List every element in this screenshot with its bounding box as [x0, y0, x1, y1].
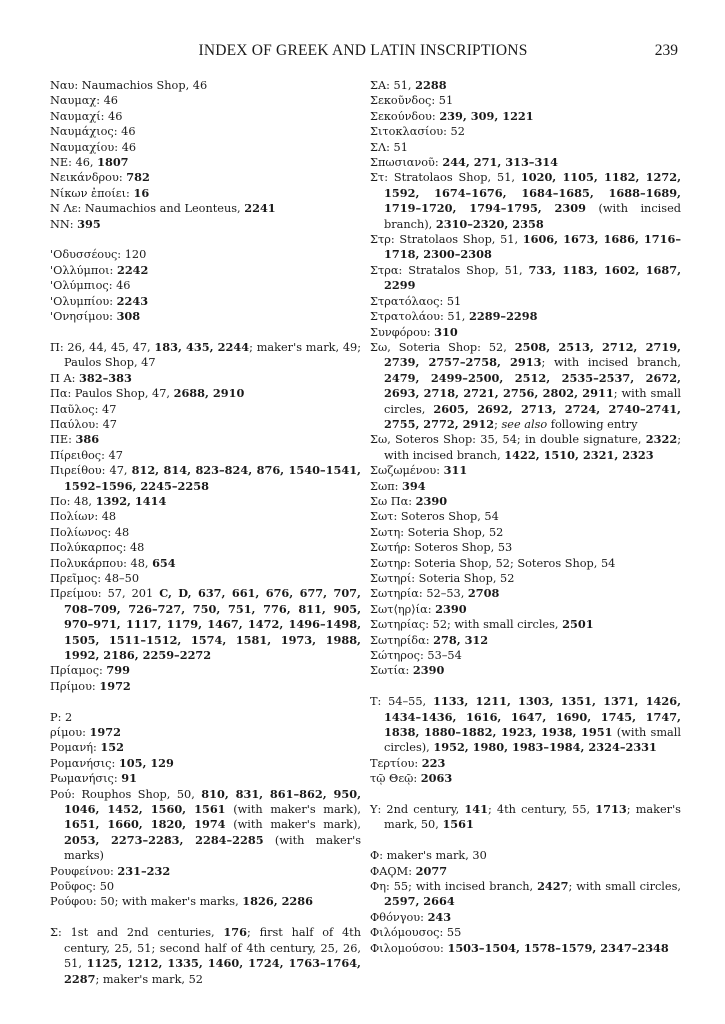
entry-text: Υ: 2nd century, — [370, 803, 465, 817]
entry-text: Φιλομούσου: — [370, 941, 448, 955]
index-entry — [50, 432, 361, 447]
entry-text: Σωτηρ: Soteria Shop, 52; Soteros Shop, 54 — [370, 556, 616, 570]
index-entry — [50, 217, 361, 232]
bold-reference: 2479, 2499–2500, 2512, 2535–2537, 2672, 2693, 2718, 2721, 2756, 2802, 2911 — [384, 370, 681, 401]
index-entry — [50, 756, 361, 771]
page-header — [48, 42, 678, 64]
index-entry — [370, 941, 681, 956]
entry-text: Ναυ: Naumachios Shop, 46 — [50, 79, 208, 92]
entry-text: ; — [494, 417, 502, 431]
entry-text: Ρούφου: 50; with maker's marks, — [50, 895, 243, 909]
index-entry — [50, 294, 361, 309]
running-head: INDEX OF GREEK AND LATIN INSCRIPTIONS — [198, 42, 528, 59]
entry-text: Σώτηρος: 53–54 — [370, 649, 462, 663]
entry-gap — [370, 787, 681, 802]
entry-text: Σωζωμένου: — [370, 464, 444, 478]
index-entry — [50, 494, 361, 509]
right-column — [370, 78, 681, 956]
entry-text: ; with small circles, — [568, 880, 681, 894]
entry-text: Πιρείθου: 47, — [50, 464, 132, 478]
entry-text: ΠΕ: — [50, 433, 76, 447]
entry-text: Ρουφείνου: — [50, 864, 118, 878]
index-entry — [370, 124, 681, 139]
entry-text: Πα: Paulos Shop, 47, — [50, 387, 174, 401]
entry-text: ; with incised branch, — [541, 356, 681, 370]
entry-text: Ναυμαχίου: 46 — [50, 140, 137, 154]
bold-reference: C, D, 637, 661, 676, 677, 707, 708–709, 726–727, 750, 751, 776, 811, 905, 970–971, 1117, 1179, 1467, 1472, 1496–1498, 1505, 1511–1512, 1574, 1581, 1973, 1988, 1992, 2186, 2259–2272 — [64, 586, 361, 662]
bold-reference: 2688, 2910 — [173, 386, 245, 401]
bold-reference: 2390 — [415, 493, 448, 508]
bold-reference: 223 — [421, 755, 446, 770]
index-entry — [370, 494, 681, 509]
index-entry — [50, 124, 361, 139]
bold-reference: 16 — [133, 185, 150, 200]
index-entry — [50, 309, 361, 324]
bold-reference: 231–232 — [117, 863, 171, 878]
entry-text: Σωπ: — [370, 479, 403, 493]
bold-reference: 243 — [427, 909, 452, 924]
index-entry — [50, 740, 361, 755]
bold-reference: 2289–2298 — [468, 309, 538, 324]
bold-reference: 394 — [402, 478, 426, 493]
index-entry — [50, 571, 361, 586]
bold-reference: 2063 — [420, 771, 453, 786]
index-entry — [370, 340, 681, 432]
entry-text: Στ: Stratolaos Shop, 51, — [370, 171, 521, 185]
index-entry — [370, 479, 681, 494]
entry-text: Παύλου: 47 — [50, 417, 117, 431]
bold-reference: 2390 — [412, 663, 445, 678]
index-entry — [50, 448, 361, 463]
bold-reference: 105, 129 — [118, 755, 174, 770]
entry-text: Σιτοκλασίου: 52 — [370, 125, 465, 139]
entry-text: Σπωσιανοῦ: — [370, 156, 443, 170]
entry-text: 'Ολλύμποι: — [50, 263, 117, 277]
index-entry — [370, 648, 681, 663]
entry-text: Πρείμου: 57, 201 — [50, 587, 160, 601]
bold-reference: 308 — [116, 309, 141, 324]
bold-reference: 1503–1504, 1578–1579, 2347–2348 — [447, 940, 669, 955]
entry-text: Ναυμαχί: 46 — [50, 109, 123, 123]
entry-text: Σωτη: Soteria Shop, 52 — [370, 525, 504, 539]
bold-reference: 310 — [434, 324, 458, 339]
index-entry — [50, 879, 361, 894]
entry-text: (with maker's mark), — [225, 803, 361, 817]
entry-text: Νίκων ἐποίει: — [50, 186, 134, 200]
bold-reference: 386 — [75, 432, 100, 447]
index-entry — [50, 540, 361, 555]
entry-text: Σ: 1st and 2nd centuries, — [50, 926, 224, 940]
entry-text: ΝΕ: 46, — [50, 156, 98, 170]
index-entry — [50, 155, 361, 170]
entry-text: 'Ολυμπίου: — [50, 294, 117, 308]
index-entry — [50, 417, 361, 432]
entry-text: Φη: 55; with incised branch, — [370, 880, 538, 894]
index-entry — [50, 78, 361, 93]
entry-gap — [370, 679, 681, 694]
bold-reference: 1392, 1414 — [95, 493, 167, 508]
index-entry — [50, 186, 361, 201]
entry-text: Σωτία: — [370, 664, 413, 678]
entry-text: Φιλόμουσος: 55 — [370, 926, 462, 940]
entry-gap — [370, 833, 681, 848]
entry-text: Πρίμου: — [50, 679, 100, 693]
entry-gap — [50, 694, 361, 709]
page-number: 239 — [654, 42, 678, 59]
bold-reference: 2427 — [537, 879, 569, 894]
entry-text: (with small circles), — [384, 726, 681, 755]
bold-reference: 2241 — [244, 201, 276, 216]
entry-text: Σω Πα: — [370, 494, 416, 508]
entry-text: Στρ: Stratolaos Shop, 51, — [370, 233, 523, 247]
index-entry — [50, 710, 361, 725]
entry-text: Τ: 54–55, — [370, 695, 433, 709]
index-entry — [50, 247, 361, 262]
bold-reference: 2390 — [435, 601, 467, 616]
entry-text: Πο: 48, — [50, 494, 96, 508]
index-entry — [370, 771, 681, 786]
entry-text: Σωτήρ: Soteros Shop, 53 — [370, 541, 513, 555]
entry-text: 'Οδυσσέους: 120 — [50, 248, 147, 262]
index-entry — [50, 170, 361, 185]
index-entry — [370, 756, 681, 771]
index-entry — [370, 602, 681, 617]
entry-text: ; with incised branch, — [384, 433, 681, 462]
italic-text: see also — [501, 417, 548, 431]
index-entry — [370, 294, 681, 309]
index-entry — [370, 325, 681, 340]
entry-text: Σωτηρία: 52–53, — [370, 587, 468, 601]
entry-text: ; maker's mark, 52 — [95, 972, 203, 986]
entry-text: following entry — [547, 417, 638, 431]
index-entry — [370, 848, 681, 863]
entry-text: Ρ: 2 — [50, 710, 73, 724]
entry-text: Στρα: Stratalos Shop, 51, — [370, 263, 529, 277]
index-entry — [370, 309, 681, 324]
index-entry — [50, 263, 361, 278]
bold-reference: 2605, 2692, 2713, 2724, 2740–2741, 2755, 2772, 2912 — [384, 401, 681, 431]
index-entry — [370, 170, 681, 232]
index-entry — [370, 509, 681, 524]
bold-reference: 239, 309, 1221 — [439, 108, 534, 123]
index-entry — [370, 109, 681, 124]
bold-reference: 311 — [443, 463, 468, 478]
bold-reference: 152 — [100, 740, 124, 755]
entry-text: Σωτ⟨ηρ⟩ία: — [370, 602, 436, 616]
index-entry — [50, 663, 361, 678]
index-entry — [50, 894, 361, 909]
index-entry — [370, 663, 681, 678]
bold-reference: 2708 — [467, 586, 500, 601]
index-entry — [370, 617, 681, 632]
entry-text: Πρεῖμος: 48–50 — [50, 571, 140, 585]
bold-reference: 1713 — [595, 802, 627, 817]
index-entry — [50, 93, 361, 108]
entry-text: ΣΑ: 51, — [370, 79, 416, 92]
entry-text: Ρομανήσις: — [50, 756, 119, 770]
entry-text: τῷ Θεῷ: — [370, 772, 421, 786]
bold-reference: 91 — [121, 771, 138, 786]
index-entry — [50, 679, 361, 694]
index-entry — [370, 155, 681, 170]
entry-text: Ν Λε: Naumachios and Leonteus, — [50, 202, 245, 216]
entry-text: Σω, Soteria Shop: 52, — [370, 340, 515, 354]
bold-reference: 141 — [464, 802, 488, 817]
entry-text: Φ: maker's mark, 30 — [370, 849, 487, 863]
index-entry — [370, 78, 681, 93]
entry-text: Πολυκάρπου: 48, — [50, 556, 153, 570]
bold-reference: 278, 312 — [433, 632, 489, 647]
entry-text: Ρού: Rouphos Shop, 50, — [50, 787, 202, 801]
bold-reference: 1020, 1105, 1182, 1272, 1592, 1674–1676, 1684–1685, 1688–1689, 1719–1720, 1794–1795, 2309 — [384, 170, 682, 216]
entry-text: (with maker's mark), — [225, 818, 361, 832]
index-entry — [370, 925, 681, 940]
entry-text: Πολίωνος: 48 — [50, 525, 130, 539]
entry-text: ΣΛ: 51 — [370, 140, 408, 154]
entry-text: ; 4th century, 55, — [487, 803, 596, 817]
bold-reference: 1606, 1673, 1686, 1716–1718, 2300–2308 — [384, 232, 681, 262]
index-entry — [370, 525, 681, 540]
entry-text: Φθόνγου: — [370, 910, 428, 924]
entry-text: (with maker's marks) — [64, 833, 361, 863]
index-entry — [50, 278, 361, 293]
entry-text: 'Ολύμπιος: 46 — [50, 279, 131, 293]
entry-text: Τερτίου: — [370, 756, 422, 770]
bold-reference: 799 — [106, 663, 131, 678]
index-entry — [50, 140, 361, 155]
index-entry — [50, 787, 361, 864]
index-entry — [50, 771, 361, 786]
bold-reference: 2243 — [116, 293, 149, 308]
index-entry — [370, 556, 681, 571]
entry-text: ΝΝ: — [50, 217, 78, 231]
bold-reference: 176 — [223, 925, 247, 940]
entry-text: Πρίαμος: — [50, 664, 107, 678]
entry-text: Σωτηρί: Soteria Shop, 52 — [370, 572, 515, 585]
entry-text: ; maker's mark, 50, — [384, 803, 681, 832]
entry-text: Ναυμαχ: 46 — [50, 94, 118, 108]
entry-text: Ρωμανήσις: — [50, 772, 122, 786]
index-entry — [370, 140, 681, 155]
index-entry — [370, 633, 681, 648]
bold-reference: 810, 831, 861–862, 950, 1046, 1452, 1560, 1561 — [64, 786, 361, 817]
index-entry — [370, 879, 681, 910]
bold-reference: 812, 814, 823–824, 876, 1540–1541, 1592–1596, 2245–2258 — [64, 463, 361, 493]
index-entry — [50, 402, 361, 417]
entry-text: 'Ονησίμου: — [50, 310, 117, 324]
bold-reference: 2077 — [415, 863, 448, 878]
entry-text: Σω, Soteros Shop: 35, 54; in double signature, — [370, 433, 646, 447]
entry-text: Συνφόρου: — [370, 325, 435, 339]
bold-reference: 1807 — [97, 155, 129, 170]
index-entry — [50, 725, 361, 740]
index-entry — [370, 540, 681, 555]
entry-text: Σωτηρίας: 52; with small circles, — [370, 618, 563, 632]
entry-text: (with incised branch), — [384, 202, 681, 231]
index-entry — [370, 232, 681, 263]
bold-reference: 2322 — [645, 432, 678, 447]
entry-text: Π Α: — [50, 371, 79, 385]
index-entry — [370, 571, 681, 586]
index-entry — [370, 694, 681, 756]
index-entry — [50, 109, 361, 124]
index-entry — [370, 864, 681, 879]
entry-text: Σεκούνδου: — [370, 109, 440, 123]
entry-text: Πίρειθος: 47 — [50, 448, 123, 462]
entry-text: Παῦλος: 47 — [50, 402, 117, 416]
bold-reference: 1125, 1212, 1335, 1460, 1724, 1763–1764, 2287 — [64, 956, 361, 986]
bold-reference: 2310–2320, 2358 — [435, 216, 544, 231]
index-entry — [370, 586, 681, 601]
bold-reference: 1561 — [442, 817, 474, 832]
entry-text: Ρομανή: — [50, 741, 101, 755]
index-entry — [50, 509, 361, 524]
index-entry — [50, 386, 361, 401]
bold-reference: 1972 — [99, 678, 131, 693]
bold-reference: 2288 — [415, 78, 447, 92]
bold-reference: 1422, 1510, 2321, 2323 — [504, 447, 654, 462]
bold-reference: 2508, 2513, 2712, 2719, 2739, 2757–2758, 2913 — [384, 339, 681, 370]
entry-text: Πολίων: 48 — [50, 510, 117, 524]
index-entry — [370, 802, 681, 833]
entry-text: Σεκοῦνδος: 51 — [370, 94, 454, 108]
bold-reference: 244, 271, 313–314 — [442, 155, 559, 170]
bold-reference: 1651, 1660, 1820, 1974 — [64, 817, 226, 832]
entry-text: Στρατολάου: 51, — [370, 310, 469, 324]
index-entry — [50, 586, 361, 663]
bold-reference: 1972 — [89, 725, 121, 740]
index-entry — [50, 925, 361, 987]
bold-reference: 1952, 1980, 1983–1984, 2324–2331 — [433, 740, 657, 755]
entry-text: Νεικάνδρου: — [50, 171, 127, 185]
bold-reference: 382–383 — [79, 370, 132, 385]
left-column — [50, 78, 361, 987]
entry-text: Ροῦφος: 50 — [50, 880, 115, 894]
entry-text: ρίμου: — [50, 726, 90, 740]
entry-text: Πολύκαρπος: 48 — [50, 541, 145, 555]
bold-reference: 1133, 1211, 1303, 1351, 1371, 1426, 1434–1436, 1616, 1647, 1690, 1745, 1747, 1838, 1880–1882, 1923, 1938, 1951 — [384, 694, 681, 740]
entry-text: ; first half of 4th century, 25, 51; second half of 4th century, 25, 26, 51, — [64, 926, 362, 971]
index-entry — [370, 463, 681, 478]
index-entry — [50, 556, 361, 571]
bold-reference: 1826, 2286 — [242, 894, 314, 909]
bold-reference: 2501 — [562, 617, 594, 632]
entry-gap — [50, 910, 361, 925]
index-entry — [50, 201, 361, 216]
entry-text: Π: 26, 44, 45, 47, — [50, 340, 155, 354]
index-entry — [370, 93, 681, 108]
bold-reference: 2053, 2273–2283, 2284–2285 — [64, 832, 264, 847]
index-entry — [50, 864, 361, 879]
index-entry — [50, 371, 361, 386]
index-entry — [370, 432, 681, 463]
entry-text: Στρατόλαος: 51 — [370, 294, 462, 308]
index-entry — [50, 525, 361, 540]
entry-text: Ναυμάχιος: 46 — [50, 125, 136, 139]
bold-reference: 395 — [77, 216, 101, 231]
bold-reference: 2597, 2664 — [384, 894, 455, 909]
bold-reference: 2242 — [116, 262, 149, 277]
entry-text: ; with small circles, — [384, 387, 681, 416]
index-entry — [370, 263, 681, 294]
index-entry — [370, 910, 681, 925]
entry-gap — [50, 232, 361, 247]
entry-gap — [50, 324, 361, 339]
entry-text: ΦΑϘΜ: — [370, 864, 416, 878]
entry-text: Σωτ: Soteros Shop, 54 — [370, 510, 499, 524]
bold-reference: 654 — [152, 555, 176, 570]
bold-reference: 733, 1183, 1602, 1687, 2299 — [384, 262, 682, 293]
entry-text: ; maker's mark, 49; Paulos Shop, 47 — [64, 340, 362, 370]
bold-reference: 782 — [126, 170, 150, 185]
index-entry — [50, 340, 361, 371]
entry-text: Σωτηρίδα: — [370, 633, 434, 647]
bold-reference: 183, 435, 2244 — [154, 339, 250, 354]
index-entry — [50, 463, 361, 494]
